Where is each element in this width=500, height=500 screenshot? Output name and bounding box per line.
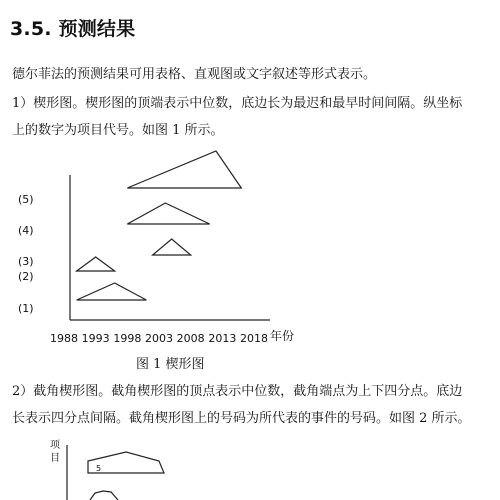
figure1-x-unit: 年份 (270, 329, 295, 343)
figure1-wedge (77, 257, 115, 271)
figure2-y-label-1: 项 (50, 440, 60, 451)
item2-line1: 2）截角楔形图。截角楔形图的顶点表示中位数，截角端点为上下四分点。底边 (12, 384, 463, 399)
figure1-x-tick: 2008 (176, 332, 205, 345)
figure1-y-label: (1) (18, 302, 34, 315)
item1-line2: 上的数字为项目代号。如图 1 所示。 (12, 123, 224, 138)
figure1-y-label: (2) (18, 270, 34, 283)
figure2-y-label-2: 目 (50, 453, 60, 464)
figure1-wedge (127, 203, 209, 224)
section-heading: 3.5. 预测结果 (10, 18, 136, 40)
figure1-wedge (77, 283, 147, 300)
figure1-y-label: (3) (18, 255, 34, 268)
figure1-x-tick: 1988 (50, 332, 78, 345)
figure2-wedge-5-label: 5 (96, 464, 102, 473)
figure2-wedge-partial (90, 491, 118, 500)
figure1-x-tick: 2003 (145, 332, 173, 345)
figure1-x-tick: 1993 (81, 332, 110, 345)
figure1-x-tick: 1998 (113, 332, 142, 345)
figure1-caption: 图 1 楔形图 (136, 357, 205, 372)
item2-line2: 长表示四分点间隔。截角楔形图上的号码为所代表的事件的号码。如图 2 所示。 (12, 411, 471, 426)
figure1-y-label: (4) (18, 224, 34, 237)
figure1-x-tick: 2018 (240, 332, 268, 345)
figure1-y-label: (5) (18, 193, 34, 206)
figure1-wedge (153, 239, 191, 255)
item1-line1: 1）楔形图。楔形图的顶端表示中位数，底边长为最迟和最早时间间隔。纵坐标 (12, 96, 463, 111)
intro-paragraph: 德尔菲法的预测结果可用表格、直观图或文字叙述等形式表示。 (12, 67, 377, 82)
figure1-wedge (127, 151, 241, 188)
figure1-x-tick: 2013 (208, 332, 237, 345)
